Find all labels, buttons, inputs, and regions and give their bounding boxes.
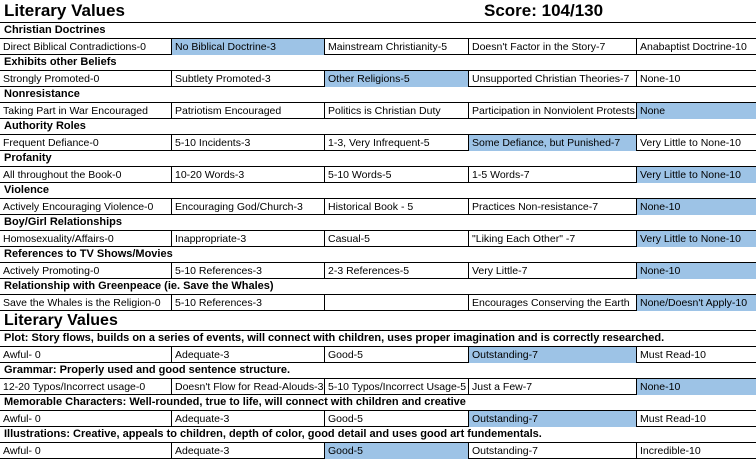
section-heading-row xyxy=(0,23,756,39)
section-heading-values-4: Profanity xyxy=(4,152,52,164)
rating-option-values-1-0[interactable]: Strongly Promoted-0 xyxy=(3,73,100,85)
rating-option-values-8-3[interactable]: Encourages Conserving the Earth xyxy=(468,295,636,311)
rating-option-values-6-4[interactable]: Very Little to None-10 xyxy=(636,231,756,247)
section-heading-literary-2: Memorable Characters: Well-rounded, true to life, will connect with children and creative xyxy=(4,396,466,408)
rating-option-literary-0-4[interactable]: Must Read-10 xyxy=(636,347,756,363)
rating-option-values-8-4[interactable]: None/Doesn't Apply-10 xyxy=(636,295,756,311)
section-heading-values-6: Boy/Girl Relationships xyxy=(4,216,122,228)
rating-option-literary-1-2[interactable]: 5-10 Typos/Incorrect Usage-5 xyxy=(324,379,468,395)
rating-option-values-6-0[interactable]: Homosexuality/Affairs-0 xyxy=(3,233,114,245)
section-heading-values-5: Violence xyxy=(4,184,50,196)
rating-option-values-0-1[interactable]: No Biblical Doctrine-3 xyxy=(171,39,324,55)
section-heading-row xyxy=(0,363,756,379)
section-heading-literary-1: Grammar: Properly used and good sentence structure. xyxy=(4,364,291,376)
rating-option-values-7-2[interactable]: 2-3 References-5 xyxy=(324,263,468,279)
rating-option-literary-0-3[interactable]: Outstanding-7 xyxy=(468,347,636,363)
section-heading-row xyxy=(0,395,756,411)
options-row-literary-2 xyxy=(0,411,756,427)
options-row-values-0 xyxy=(0,39,756,55)
options-row-literary-3 xyxy=(0,443,756,459)
rating-option-literary-2-1[interactable]: Adequate-3 xyxy=(171,411,324,427)
rating-option-values-0-4[interactable]: Anabaptist Doctrine-10 xyxy=(636,39,756,55)
sheet-header xyxy=(0,0,756,23)
options-row-literary-1 xyxy=(0,379,756,395)
rating-option-values-1-1[interactable]: Subtlety Promoted-3 xyxy=(171,71,324,87)
rating-option-values-1-3[interactable]: Unsupported Christian Theories-7 xyxy=(468,71,636,87)
rating-option-values-4-3[interactable]: 1-5 Words-7 xyxy=(468,167,636,183)
rating-option-values-6-2[interactable]: Casual-5 xyxy=(324,231,468,247)
section-heading-row xyxy=(0,215,756,231)
section-heading-row xyxy=(0,427,756,443)
section-heading-values-8: Relationship with Greenpeace (ie. Save the Whales) xyxy=(4,280,274,292)
rating-option-literary-3-2[interactable]: Good-5 xyxy=(324,443,468,459)
section-heading-row xyxy=(0,151,756,167)
rating-option-values-4-4[interactable]: Very Little to None-10 xyxy=(636,167,756,183)
rating-option-values-2-4[interactable]: None xyxy=(636,103,756,119)
rating-option-values-1-4[interactable]: None-10 xyxy=(636,71,756,87)
rating-option-values-8-0[interactable]: Save the Whales is the Religion-0 xyxy=(3,297,161,309)
rating-option-values-7-1[interactable]: 5-10 References-3 xyxy=(171,263,324,279)
literary-values-heading-row xyxy=(0,311,756,331)
rating-option-values-4-0[interactable]: All throughout the Book-0 xyxy=(3,169,122,181)
options-row-literary-0 xyxy=(0,347,756,363)
rating-option-values-3-1[interactable]: 5-10 Incidents-3 xyxy=(171,135,324,151)
rating-option-values-2-1[interactable]: Patriotism Encouraged xyxy=(171,103,324,119)
options-row-values-8 xyxy=(0,295,756,311)
section-heading-literary-3: Illustrations: Creative, appeals to children, depth of color, good detail and uses good art fundementals. xyxy=(4,428,542,440)
rating-option-values-0-3[interactable]: Doesn't Factor in the Story-7 xyxy=(468,39,636,55)
section-heading-row xyxy=(0,183,756,199)
rating-option-values-7-3[interactable]: Very Little-7 xyxy=(468,263,636,279)
sheet-title: Literary Values xyxy=(4,1,125,20)
rating-option-values-5-0[interactable]: Actively Encouraging Violence-0 xyxy=(3,201,154,213)
rating-option-values-6-3[interactable]: "Liking Each Other" -7 xyxy=(468,231,636,247)
rating-option-values-5-1[interactable]: Encouraging God/Church-3 xyxy=(171,199,324,215)
options-row-values-5 xyxy=(0,199,756,215)
rating-option-values-2-3[interactable]: Participation in Nonviolent Protests xyxy=(468,103,636,119)
section-heading-values-7: References to TV Shows/Movies xyxy=(4,248,173,260)
rating-option-literary-2-2[interactable]: Good-5 xyxy=(324,411,468,427)
rating-option-literary-3-4[interactable]: Incredible-10 xyxy=(636,443,756,459)
options-row-values-1 xyxy=(0,71,756,87)
section-heading-row xyxy=(0,247,756,263)
section-heading-values-0: Christian Doctrines xyxy=(4,24,106,36)
rating-option-values-3-4[interactable]: Very Little to None-10 xyxy=(636,135,756,151)
rating-option-values-5-2[interactable]: Historical Book - 5 xyxy=(324,199,468,215)
rating-option-values-4-2[interactable]: 5-10 Words-5 xyxy=(324,167,468,183)
rating-option-literary-3-3[interactable]: Outstanding-7 xyxy=(468,443,636,459)
section-heading-values-3: Authority Roles xyxy=(4,120,86,132)
section-heading-row xyxy=(0,87,756,103)
rating-option-values-3-3[interactable]: Some Defiance, but Punished-7 xyxy=(468,135,636,151)
rating-option-values-7-4[interactable]: None-10 xyxy=(636,263,756,279)
rating-option-literary-1-0[interactable]: 12-20 Typos/Incorrect usage-0 xyxy=(3,381,146,393)
rating-option-values-2-0[interactable]: Taking Part in War Encouraged xyxy=(3,105,148,117)
rating-option-values-3-0[interactable]: Frequent Defiance-0 xyxy=(3,137,99,149)
section-heading-values-1: Exhibits other Beliefs xyxy=(4,56,117,68)
section-heading-literary-0: Plot: Story flows, builds on a series of events, will connect with children, uses proper imagination and is correctly researched. xyxy=(4,332,665,344)
options-row-values-3 xyxy=(0,135,756,151)
section-heading-values-2: Nonresistance xyxy=(4,88,80,100)
rating-option-values-3-2[interactable]: 1-3, Very Infrequent-5 xyxy=(324,135,468,151)
rating-option-values-0-2[interactable]: Mainstream Christianity-5 xyxy=(324,39,468,55)
rating-option-literary-3-0[interactable]: Awful- 0 xyxy=(3,445,41,457)
rating-option-literary-0-1[interactable]: Adequate-3 xyxy=(171,347,324,363)
rating-option-values-0-0[interactable]: Direct Biblical Contradictions-0 xyxy=(3,41,146,53)
rating-option-literary-1-1[interactable]: Doesn't Flow for Read-Alouds-3 xyxy=(171,379,324,395)
section-heading-row xyxy=(0,279,756,295)
rating-option-literary-2-4[interactable]: Must Read-10 xyxy=(636,411,756,427)
rating-option-literary-3-1[interactable]: Adequate-3 xyxy=(171,443,324,459)
rating-option-values-8-2[interactable] xyxy=(324,295,468,311)
rating-option-literary-1-4[interactable]: None-10 xyxy=(636,379,756,395)
rating-option-values-2-2[interactable]: Politics is Christian Duty xyxy=(324,103,468,119)
options-row-values-6 xyxy=(0,231,756,247)
rating-option-values-5-4[interactable]: None-10 xyxy=(636,199,756,215)
rating-option-values-4-1[interactable]: 10-20 Words-3 xyxy=(171,167,324,183)
rating-option-literary-1-3[interactable]: Just a Few-7 xyxy=(468,379,636,395)
literary-values-heading: Literary Values xyxy=(4,312,118,329)
rating-option-values-8-1[interactable]: 5-10 References-3 xyxy=(171,295,324,311)
options-row-values-4 xyxy=(0,167,756,183)
rating-option-literary-0-0[interactable]: Awful- 0 xyxy=(3,349,41,361)
section-heading-row xyxy=(0,55,756,71)
options-row-values-7 xyxy=(0,263,756,279)
rating-option-values-7-0[interactable]: Actively Promoting-0 xyxy=(3,265,100,277)
section-heading-row xyxy=(0,119,756,135)
score-display: Score: 104/130 xyxy=(484,1,604,20)
rating-option-values-5-3[interactable]: Practices Non-resistance-7 xyxy=(468,199,636,215)
rating-option-values-6-1[interactable]: Inappropriate-3 xyxy=(171,231,324,247)
rating-option-literary-0-2[interactable]: Good-5 xyxy=(324,347,468,363)
rating-option-literary-2-3[interactable]: Outstanding-7 xyxy=(468,411,636,427)
rating-option-values-1-2[interactable]: Other Religions-5 xyxy=(324,71,468,87)
rating-option-literary-2-0[interactable]: Awful- 0 xyxy=(3,413,41,425)
options-row-values-2 xyxy=(0,103,756,119)
section-heading-row xyxy=(0,331,756,347)
